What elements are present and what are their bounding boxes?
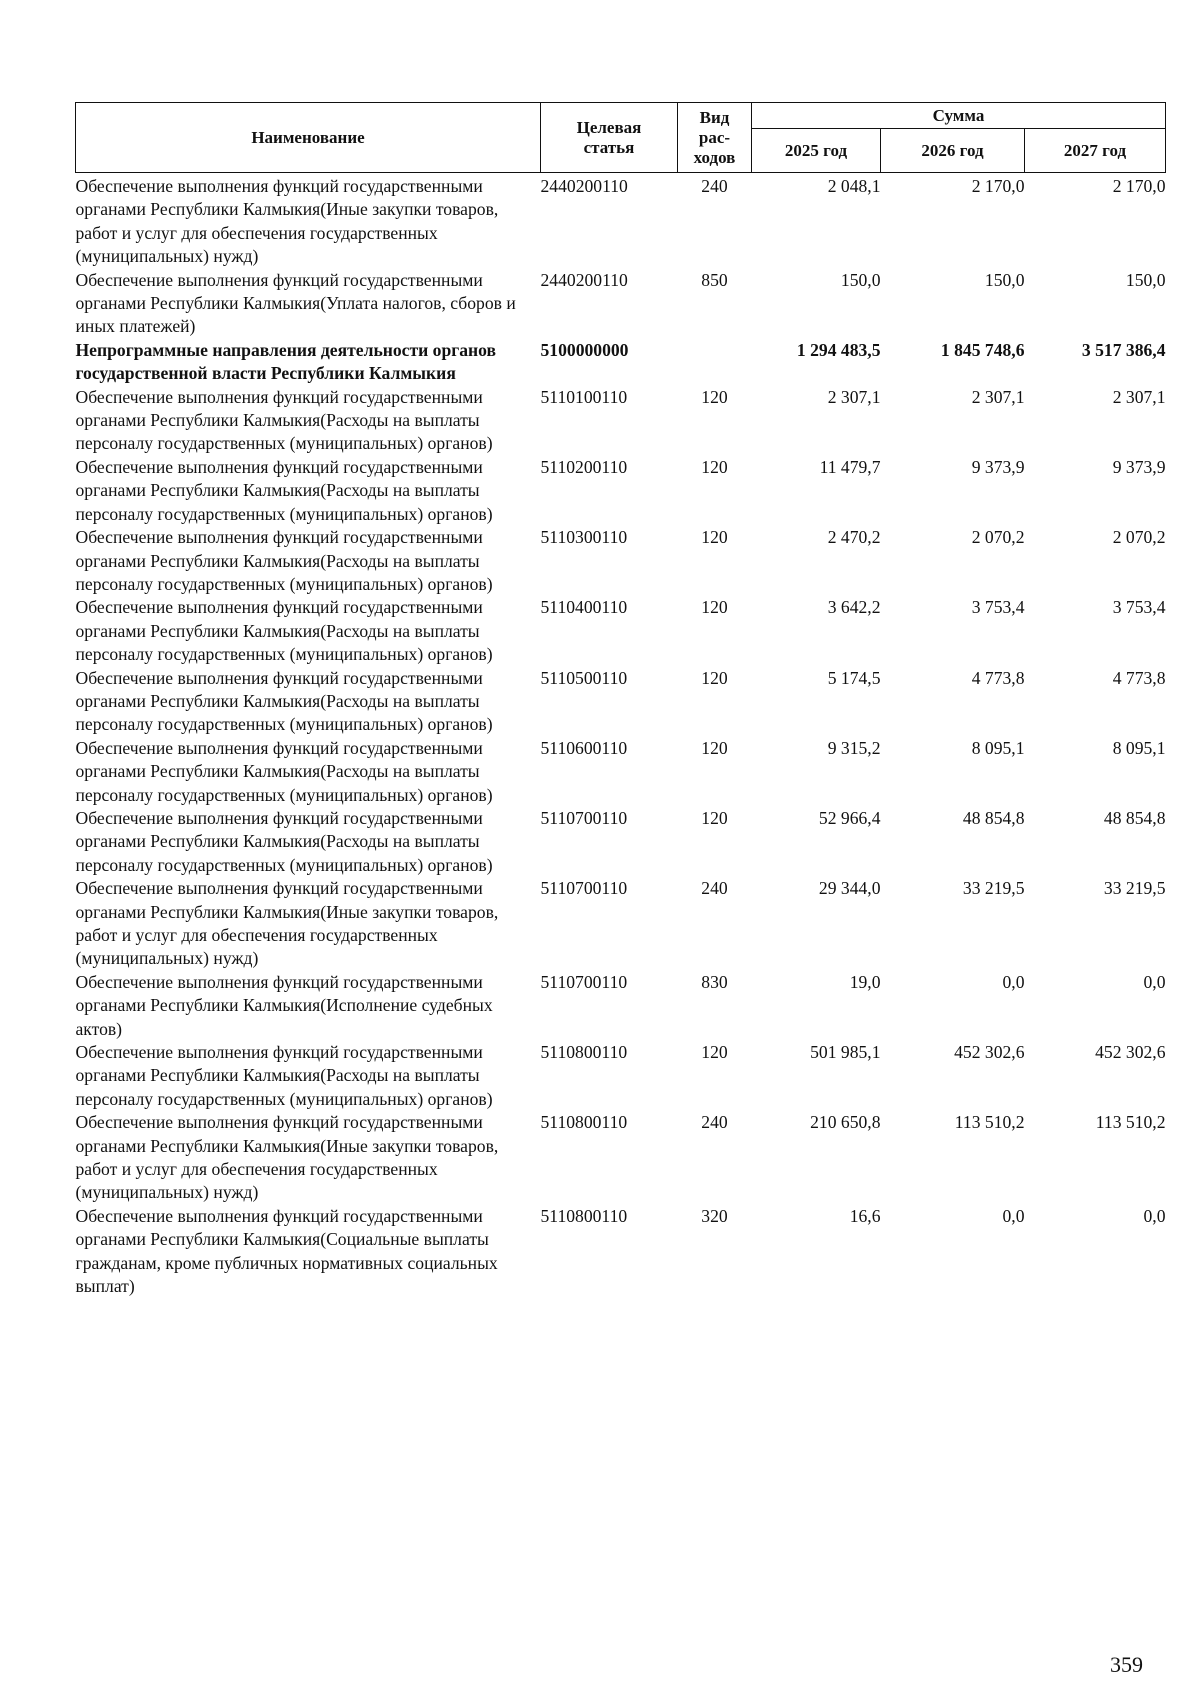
row-target-article: 5110700110: [540, 878, 628, 899]
header-expense-kind-label: Вид рас-ходов: [693, 107, 736, 167]
row-amount-2025: 9 315,2: [827, 737, 881, 758]
header-target-article-label: Целевая статья: [576, 117, 642, 157]
header-name: Наименование: [76, 103, 541, 173]
row-amount-2025: 16,6: [849, 1205, 881, 1226]
row-amount-2026: 8 095,1: [971, 737, 1025, 758]
row-expense-kind: 830: [701, 971, 728, 992]
row-amount-2027: 4 773,8: [1112, 667, 1166, 688]
row-name: Обеспечение выполнения функций государственными органами Республики Калмыкия(Расходы на выплаты персоналу государственных (муниципальных) органов): [75, 737, 493, 805]
row-amount-2025: 52 966,4: [818, 807, 881, 828]
header-sum: Сумма: [752, 103, 1166, 129]
row-expense-kind: 320: [701, 1205, 728, 1226]
row-amount-2026: 9 373,9: [971, 456, 1025, 477]
row-amount-2025: 150,0: [840, 269, 881, 290]
row-amount-2025: 210 650,8: [810, 1112, 881, 1133]
row-target-article: 2440200110: [540, 176, 628, 196]
header-year-2025: 2025 год: [752, 129, 881, 173]
row-amount-2027: 3 517 386,4: [1081, 339, 1166, 360]
table-row: [76, 1205, 1166, 1299]
row-name: Обеспечение выполнения функций государственными органами Республики Калмыкия(Расходы на выплаты персоналу государственных (муниципальных) органов): [75, 386, 493, 454]
table-row: [76, 667, 1166, 737]
row-amount-2027: 0,0: [1143, 971, 1166, 992]
row-amount-2026: 452 302,6: [954, 1042, 1025, 1063]
table-row: [76, 596, 1166, 666]
row-expense-kind: 240: [701, 878, 728, 899]
table-row: [76, 877, 1166, 971]
row-amount-2025: 3 642,2: [827, 597, 881, 618]
row-name: Обеспечение выполнения функций государственными органами Республики Калмыкия(Расходы на выплаты персоналу государственных (муниципальных) органов): [75, 456, 493, 524]
table-row: [76, 269, 1166, 339]
table-row: [76, 971, 1166, 1041]
row-amount-2027: 0,0: [1143, 1205, 1166, 1226]
row-target-article: 5110800110: [540, 1205, 628, 1226]
row-amount-2026: 2 070,2: [971, 527, 1025, 548]
row-amount-2025: 5 174,5: [827, 667, 881, 688]
row-amount-2026: 113 510,2: [954, 1112, 1025, 1133]
row-amount-2025: 501 985,1: [810, 1042, 881, 1063]
table-row: [76, 737, 1166, 807]
row-expense-kind: 120: [701, 456, 728, 477]
row-expense-kind: 120: [701, 386, 728, 407]
row-target-article: 5100000000: [540, 339, 629, 360]
row-amount-2026: 48 854,8: [962, 807, 1025, 828]
table-row: [76, 456, 1166, 526]
table-row: [76, 807, 1166, 877]
row-amount-2026: 150,0: [984, 269, 1025, 290]
row-amount-2027: 9 373,9: [1112, 456, 1166, 477]
row-amount-2026: 3 753,4: [971, 597, 1025, 618]
row-amount-2027: 8 095,1: [1112, 737, 1166, 758]
header-expense-kind: [678, 103, 752, 173]
row-name: Обеспечение выполнения функций государственными органами Республики Калмыкия(Исполнение судебных актов): [75, 971, 493, 1039]
row-expense-kind: 120: [701, 807, 728, 828]
table-row: [76, 526, 1166, 596]
row-amount-2026: 2 170,0: [971, 176, 1025, 196]
header-year-2027: 2027 год: [1025, 129, 1166, 173]
table-header: [76, 103, 1166, 173]
row-name: Обеспечение выполнения функций государственными органами Республики Калмыкия(Уплата налогов, сборов и иных платежей): [75, 269, 516, 337]
row-amount-2025: 2 048,1: [827, 176, 881, 196]
row-amount-2025: 1 294 483,5: [796, 339, 881, 360]
row-expense-kind: 240: [701, 1112, 728, 1133]
row-target-article: 5110500110: [540, 667, 628, 688]
row-amount-2027: 3 753,4: [1112, 597, 1166, 618]
row-amount-2026: 33 219,5: [962, 878, 1025, 899]
table-row: [76, 339, 1166, 386]
table-row: [76, 386, 1166, 456]
row-amount-2026: 0,0: [1002, 971, 1025, 992]
row-expense-kind: 120: [701, 527, 728, 548]
table-row: [76, 173, 1166, 269]
row-name: Обеспечение выполнения функций государственными органами Республики Калмыкия(Социальные выплаты гражданам, кроме публичных нормативных социальных выплат): [75, 1205, 498, 1297]
row-amount-2026: 1 845 748,6: [940, 339, 1025, 360]
row-target-article: 5110200110: [540, 456, 628, 477]
row-amount-2027: 48 854,8: [1103, 807, 1166, 828]
row-expense-kind: 850: [701, 269, 728, 290]
table-body: [76, 173, 1166, 1299]
row-amount-2027: 452 302,6: [1095, 1042, 1166, 1063]
row-target-article: 5110800110: [540, 1112, 628, 1133]
row-amount-2025: 2 470,2: [827, 527, 881, 548]
page-number: 359: [1110, 1652, 1143, 1677]
row-name: Обеспечение выполнения функций государственными органами Республики Калмыкия(Расходы на выплаты персоналу государственных (муниципальных) органов): [75, 667, 493, 735]
row-expense-kind: 120: [701, 597, 728, 618]
table-row: [76, 1041, 1166, 1111]
row-amount-2026: 2 307,1: [971, 386, 1025, 407]
row-amount-2027: 113 510,2: [1095, 1112, 1166, 1133]
row-amount-2027: 2 170,0: [1112, 176, 1166, 196]
header-year-2026: 2026 год: [881, 129, 1025, 173]
table-row: [76, 1111, 1166, 1205]
row-amount-2027: 2 307,1: [1112, 386, 1166, 407]
row-name: Обеспечение выполнения функций государственными органами Республики Калмыкия(Расходы на выплаты персоналу государственных (муниципальных) органов): [75, 527, 493, 594]
header-target-article: [541, 103, 678, 173]
row-expense-kind: 120: [701, 667, 728, 688]
row-name: Обеспечение выполнения функций государственными органами Республики Калмыкия(Иные закупки товаров, работ и услуг для обеспечения государственных (муниципальных) нужд): [75, 176, 499, 267]
row-amount-2025: 19,0: [849, 971, 881, 992]
row-amount-2026: 4 773,8: [971, 667, 1025, 688]
row-target-article: 5110100110: [540, 386, 628, 407]
row-expense-kind: [678, 339, 752, 386]
row-amount-2027: 33 219,5: [1103, 878, 1166, 899]
row-amount-2025: 11 479,7: [819, 456, 881, 477]
row-amount-2027: 2 070,2: [1112, 527, 1166, 548]
row-target-article: 5110600110: [540, 737, 628, 758]
row-target-article: 2440200110: [540, 269, 628, 290]
row-target-article: 5110400110: [540, 597, 628, 618]
row-target-article: 5110700110: [540, 807, 628, 828]
row-expense-kind: 120: [701, 1042, 728, 1063]
row-name: Обеспечение выполнения функций государственными органами Республики Калмыкия(Расходы на выплаты персоналу государственных (муниципальных) органов): [75, 1042, 493, 1109]
row-expense-kind: 240: [701, 176, 728, 196]
row-amount-2026: 0,0: [1002, 1205, 1025, 1226]
row-amount-2025: 29 344,0: [818, 878, 881, 899]
row-name: Обеспечение выполнения функций государственными органами Республики Калмыкия(Иные закупки товаров, работ и услуг для обеспечения государственных (муниципальных) нужд): [75, 878, 499, 969]
row-name: Обеспечение выполнения функций государственными органами Республики Калмыкия(Расходы на выплаты персоналу государственных (муниципальных) органов): [75, 807, 493, 875]
row-name: Обеспечение выполнения функций государственными органами Республики Калмыкия(Расходы на выплаты персоналу государственных (муниципальных) органов): [75, 597, 493, 665]
row-amount-2025: 2 307,1: [827, 386, 881, 407]
row-target-article: 5110700110: [540, 971, 628, 992]
row-expense-kind: 120: [701, 737, 728, 758]
budget-table: [75, 102, 1166, 1299]
row-amount-2027: 150,0: [1125, 269, 1166, 290]
row-name: Непрограммные направления деятельности органов государственной власти Республики Калмыкия: [75, 339, 497, 384]
row-target-article: 5110800110: [540, 1042, 628, 1063]
row-name: Обеспечение выполнения функций государственными органами Республики Калмыкия(Иные закупки товаров, работ и услуг для обеспечения государственных (муниципальных) нужд): [75, 1112, 499, 1203]
row-target-article: 5110300110: [540, 527, 628, 548]
